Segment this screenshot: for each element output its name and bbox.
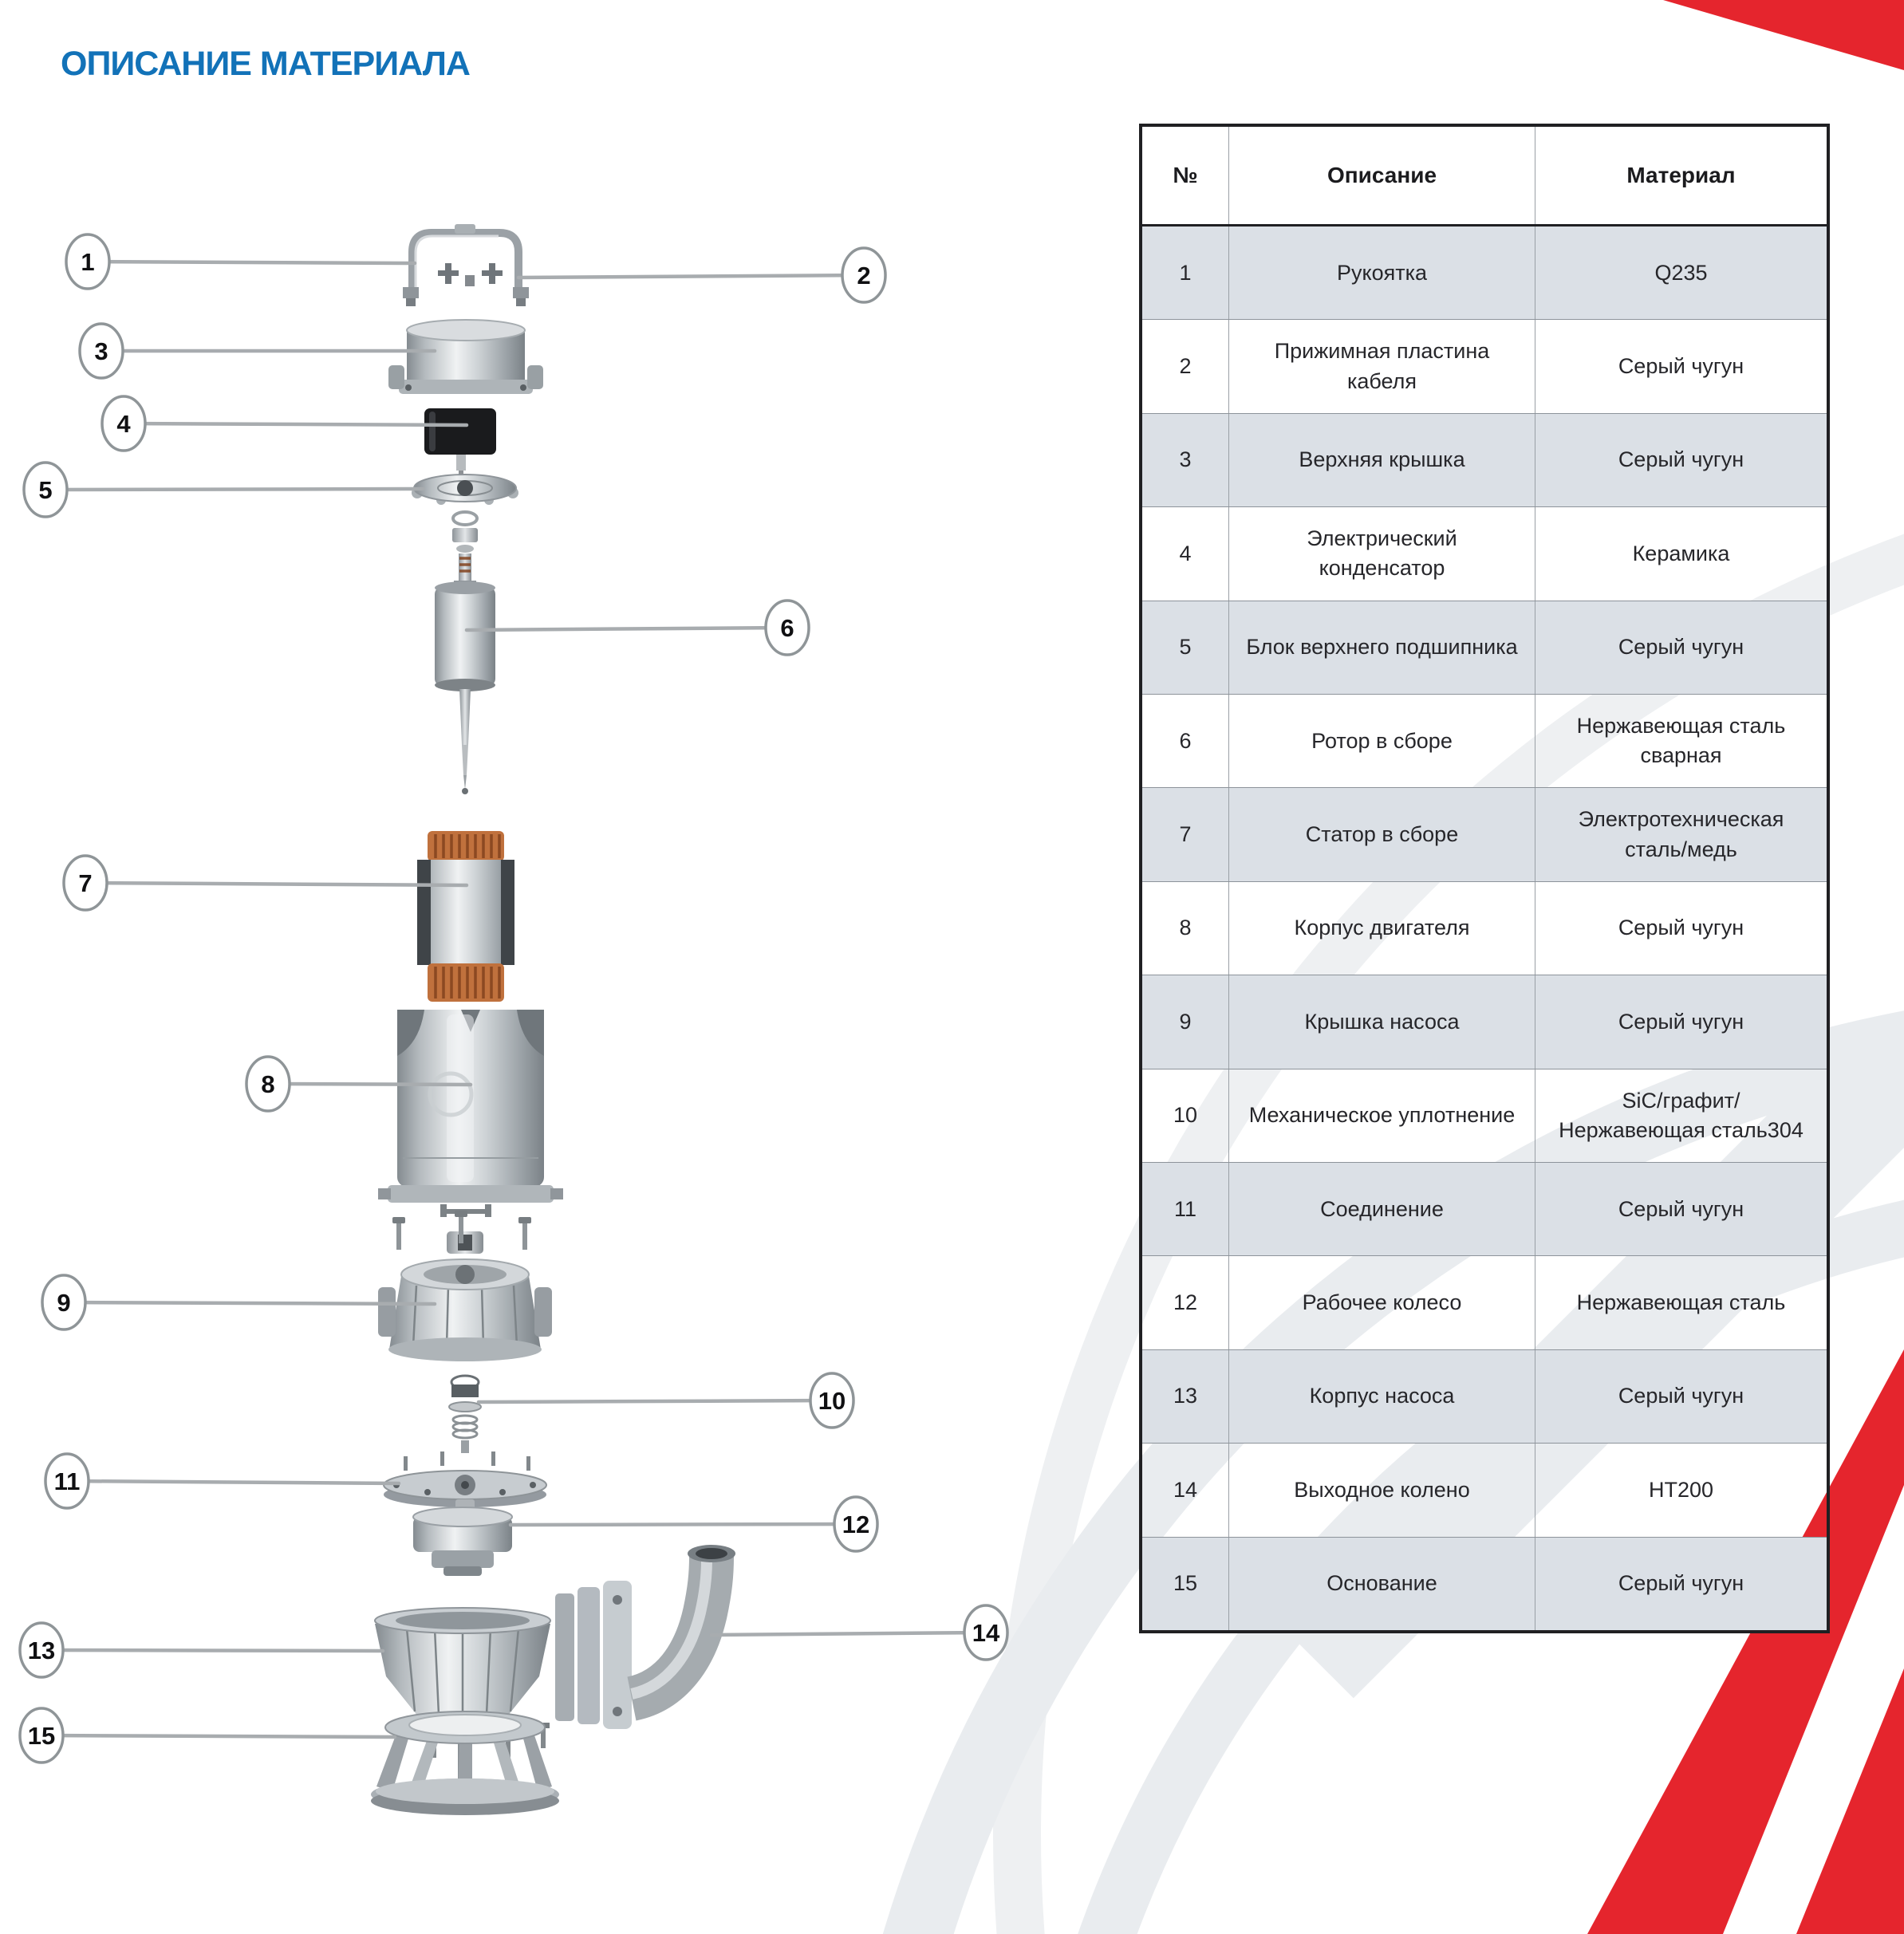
table-cell-description: Прижимная пластина кабеля xyxy=(1228,320,1535,412)
table-cell-material: Серый чугун xyxy=(1535,882,1827,975)
callout-leader-line xyxy=(479,1400,832,1402)
table-row xyxy=(1142,319,1827,412)
materials-table xyxy=(1139,124,1830,1633)
part-motor-housing xyxy=(378,1010,563,1254)
callout-number: 10 xyxy=(818,1387,846,1415)
callout-number: 1 xyxy=(81,248,95,276)
table-cell-num: 3 xyxy=(1179,447,1192,472)
callout-1 xyxy=(66,234,415,289)
table-cell-num: 11 xyxy=(1173,1196,1197,1221)
part-top-cover xyxy=(388,320,543,394)
table-cell-material: Серый чугун xyxy=(1535,975,1827,1068)
part-mechanical-seal xyxy=(449,1376,481,1453)
table-cell-material: Серый чугун xyxy=(1535,601,1827,694)
table-header-row xyxy=(1142,127,1827,226)
part-rotor xyxy=(435,553,495,794)
table-cell-description: Соединение xyxy=(1228,1163,1535,1255)
table-cell-material: SiC/графит/ Нержавеющая сталь304 xyxy=(1535,1069,1827,1162)
callout-2 xyxy=(518,248,885,302)
table-cell-num: 10 xyxy=(1173,1103,1198,1128)
callout-11 xyxy=(45,1454,399,1508)
table-cell-num: 14 xyxy=(1173,1477,1198,1502)
table-cell-num: 12 xyxy=(1173,1290,1198,1315)
table-cell-material: Серый чугун xyxy=(1535,1538,1827,1630)
part-capacitor xyxy=(424,408,496,480)
table-cell-description: Блок верхнего подшипника xyxy=(1228,601,1535,694)
table-cell-description: Корпус насоса xyxy=(1228,1350,1535,1443)
table-cell-material: Серый чугун xyxy=(1535,320,1827,412)
table-row xyxy=(1142,413,1827,506)
table-row xyxy=(1142,694,1827,787)
callout-number: 3 xyxy=(94,337,108,365)
part-outlet-elbow xyxy=(578,1545,735,1729)
callout-number: 15 xyxy=(27,1722,56,1750)
table-row xyxy=(1142,601,1827,694)
table-cell-num: 5 xyxy=(1179,635,1192,660)
callout-number: 4 xyxy=(116,410,131,438)
part-cable-clamp-plate xyxy=(438,263,503,286)
table-cell-material: Серый чугун xyxy=(1535,1350,1827,1443)
table-row xyxy=(1142,881,1827,975)
callout-leader-line xyxy=(124,423,467,425)
page-title: ОПИСАНИЕ МАТЕРИАЛА xyxy=(61,45,470,83)
table-cell-material: Серый чугун xyxy=(1535,414,1827,506)
table-cell-description: Ротор в сборе xyxy=(1228,695,1535,787)
callout-leader-line xyxy=(88,262,415,263)
part-impeller xyxy=(413,1499,512,1576)
callout-leader-line xyxy=(67,1481,399,1483)
callout-leader-line xyxy=(64,1302,435,1304)
callout-5 xyxy=(24,463,423,517)
callout-number: 13 xyxy=(27,1637,56,1664)
callout-number: 5 xyxy=(38,476,53,504)
callout-leader-line xyxy=(41,1735,395,1737)
callout-number: 9 xyxy=(57,1289,71,1317)
table-cell-description: Верхняя крышка xyxy=(1228,414,1535,506)
callout-7 xyxy=(64,856,467,910)
part-base xyxy=(371,1711,559,1815)
table-cell-num: 6 xyxy=(1179,728,1192,753)
table-cell-num: 7 xyxy=(1179,822,1192,847)
table-cell-num: 15 xyxy=(1173,1571,1198,1596)
callout-number: 14 xyxy=(972,1619,1000,1647)
callout-leader-line xyxy=(467,628,787,630)
table-cell-num: 9 xyxy=(1179,1009,1192,1034)
table-cell-description: Электрический конденсатор xyxy=(1228,507,1535,600)
table-cell-material: Q235 xyxy=(1535,226,1827,319)
callout-3 xyxy=(80,324,435,378)
callout-leader-line xyxy=(518,275,864,278)
callout-number: 8 xyxy=(261,1070,275,1098)
callout-number: 7 xyxy=(78,869,93,897)
table-cell-num: 1 xyxy=(1179,260,1192,285)
table-cell-material: Нержавеющая сталь сварная xyxy=(1535,695,1827,787)
table-cell-description: Выходное колено xyxy=(1228,1444,1535,1536)
table-row xyxy=(1142,226,1827,319)
table-row xyxy=(1142,1069,1827,1162)
table-cell-num: 4 xyxy=(1179,541,1192,565)
table-cell-description: Статор в сборе xyxy=(1228,788,1535,880)
part-handle xyxy=(403,224,529,306)
callout-14 xyxy=(712,1605,1007,1660)
table-cell-description: Механическое уплотнение xyxy=(1228,1069,1535,1162)
part-stator xyxy=(417,831,514,1002)
part-connection xyxy=(384,1451,546,1507)
callout-leader-line xyxy=(45,489,423,490)
callout-leader-line xyxy=(268,1084,471,1085)
callout-number: 2 xyxy=(857,262,871,290)
callout-number: 11 xyxy=(53,1467,81,1495)
table-cell-material: Серый чугун xyxy=(1535,1163,1827,1255)
table-row xyxy=(1142,1537,1827,1630)
table-row xyxy=(1142,975,1827,1068)
header-num: № xyxy=(1173,162,1198,187)
table-cell-material: HT200 xyxy=(1535,1444,1827,1536)
callout-leader-line xyxy=(85,883,467,885)
callout-leader-line xyxy=(41,1650,383,1651)
part-bearing-block xyxy=(412,475,518,553)
callout-leader-line xyxy=(712,1633,986,1635)
callout-15 xyxy=(20,1708,395,1763)
table-cell-description: Основание xyxy=(1228,1538,1535,1630)
table-body xyxy=(1142,226,1827,1630)
table-row xyxy=(1142,1443,1827,1536)
callout-number: 6 xyxy=(780,614,794,642)
callout-12 xyxy=(510,1497,877,1551)
header-material: Материал xyxy=(1535,127,1827,224)
callout-6 xyxy=(467,601,809,655)
callout-4 xyxy=(102,396,467,451)
table-cell-description: Крышка насоса xyxy=(1228,975,1535,1068)
table-cell-description: Рабочее колесо xyxy=(1228,1256,1535,1349)
table-cell-description: Корпус двигателя xyxy=(1228,882,1535,975)
accent-corner-top xyxy=(1663,0,1904,70)
table-row xyxy=(1142,1255,1827,1349)
table-row xyxy=(1142,787,1827,880)
table-cell-material: Керамика xyxy=(1535,507,1827,600)
table-row xyxy=(1142,1162,1827,1255)
callout-number: 12 xyxy=(842,1511,870,1538)
table-cell-material: Нержавеющая сталь xyxy=(1535,1256,1827,1349)
table-cell-num: 2 xyxy=(1179,353,1192,378)
callout-leader-line xyxy=(510,1524,856,1525)
callout-10 xyxy=(479,1373,853,1428)
callout-13 xyxy=(20,1623,383,1677)
table-row xyxy=(1142,1349,1827,1443)
table-cell-description: Рукоятка xyxy=(1228,226,1535,319)
table-cell-num: 13 xyxy=(1173,1384,1198,1408)
table-cell-material: Электротехническая сталь/медь xyxy=(1535,788,1827,880)
table-row xyxy=(1142,506,1827,600)
header-description: Описание xyxy=(1228,127,1535,224)
callout-9 xyxy=(42,1275,435,1329)
table-cell-num: 8 xyxy=(1179,916,1192,940)
